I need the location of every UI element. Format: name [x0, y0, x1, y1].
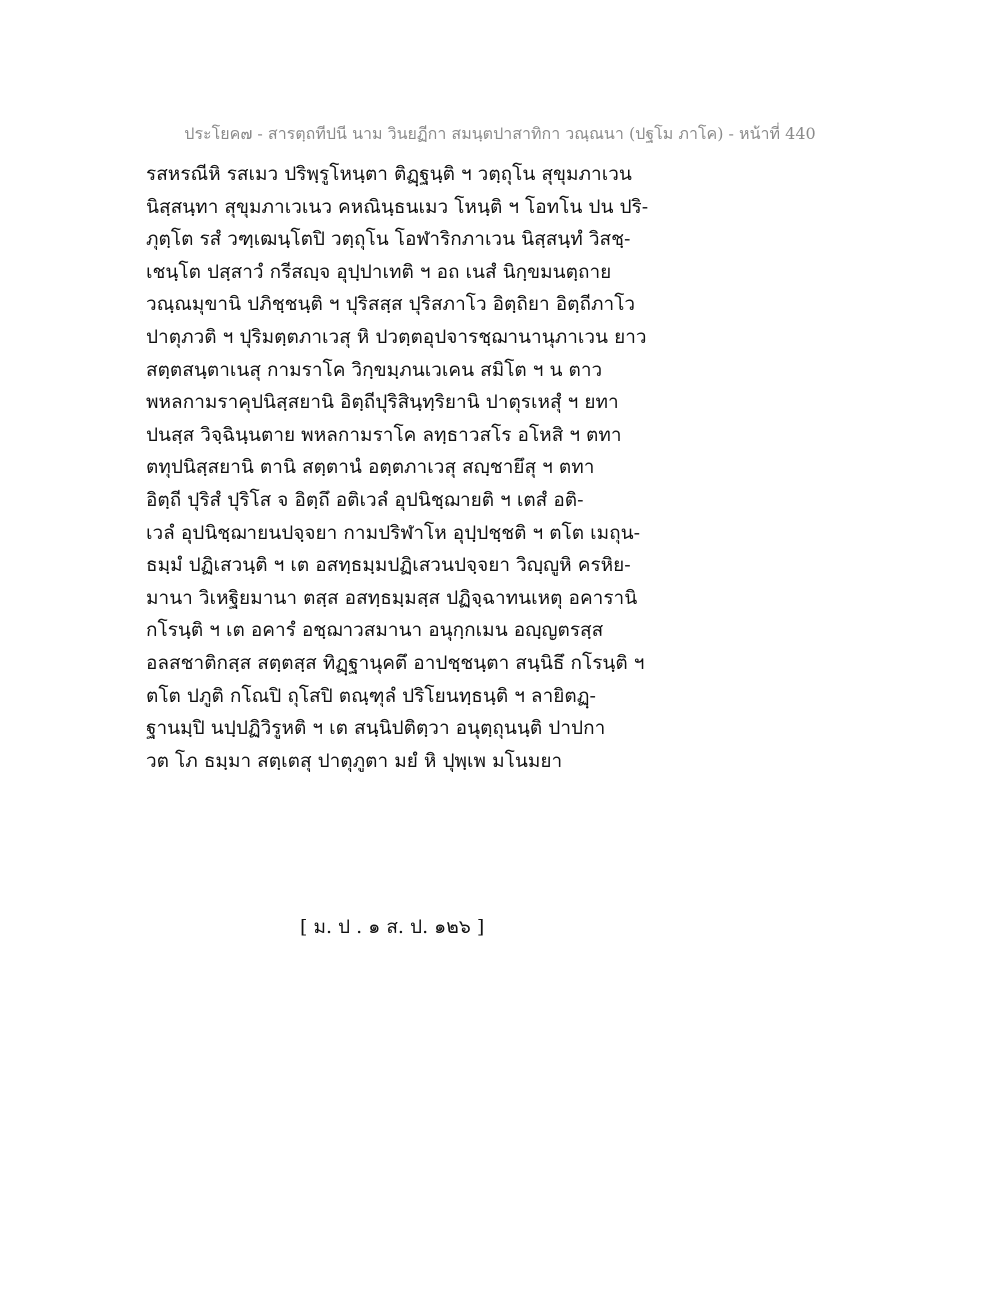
body-line: มานา วิเหฐิยมานา ตสฺส อสทฺธมฺมสฺส ปฏิจฺฉาทนเหตุ อคารานิ — [146, 586, 638, 609]
body-line: ปนสฺส วิจฺฉินฺนตาย พหลกามราโค ลทฺธาวสโร อโหสิ ฯ ตทา — [146, 423, 622, 446]
body-line: รสหรณีหิ รสเมว ปริพฺรูโหนฺตา ติฏฺฐนฺติ ฯ วตฺถุโน สุขุมภาเวน — [146, 163, 632, 185]
body-line: นิสฺสนฺทา สุขุมภาเวเนว คหณินฺธนเมว โหนฺติ ฯ โอทโน ปน ปริ- — [146, 195, 649, 218]
body-line: เชนฺโต ปสฺสาวํ กรีสญฺจ อุปฺปาเทติ ฯ อถ เนสํ นิกฺขมนตฺถาย — [146, 260, 612, 283]
body-line: อลสชาติกสฺส สตฺตสฺส ทิฏฺฐานุคตึ อาปชฺชนฺตา สนฺนิธึ กโรนฺติ ฯ — [146, 651, 645, 674]
body-line: กโรนฺติ ฯ เต อคารํ อชฺฌาวสมานา อนุกฺกเมน อญฺญตรสฺส — [146, 619, 604, 642]
body-line: ภุตฺโต รสํ วฑฺเฒนฺโตปิ วตฺถุโน โอฬาริกภาเวน นิสฺสนฺทํ วิสชฺ- — [146, 228, 631, 251]
body-line: ฐานมฺปิ นปฺปฏิวิรูหติ ฯ เต สนฺนิปติตฺวา อนุตฺถุนนฺติ ปาปกา — [146, 717, 606, 740]
body-line: สตฺตสนฺตาเนสุ กามราโค วิกฺขมฺภนเวเคน สมิโต ฯ น ตาว — [146, 358, 603, 381]
body-line: พหลกามราคุปนิสฺสยานิ อิตฺถีปุริสินฺทฺริยานิ ปาตุรเหสุํ ฯ ยทา — [146, 391, 619, 414]
body-line: ตทุปนิสฺสยานิ ตานิ สตฺตานํ อตฺตภาเวสุ สญฺชายึสุ ฯ ตทา — [146, 456, 595, 479]
body-line: ปาตุภวติ ฯ ปุริมตฺตภาเวสุ หิ ปวตฺตอุปจารชฺฌานานุภาเวน ยาว — [146, 325, 647, 348]
body-line: วต โภ ธมฺมา สตฺเตสุ ปาตุภูตา มยํ หิ ปุพฺเพ มโนมยา — [146, 749, 563, 772]
citation-reference: [ ม. ป . ๑ ส. ป. ๑๒๖ ] — [300, 916, 485, 938]
body-line: วณฺณมุขานิ ปภิชฺชนฺติ ฯ ปุริสสฺส ปุริสภาโว อิตฺถิยา อิตฺถีภาโว — [146, 293, 636, 316]
running-header: ประโยค๗ - สารตฺถทีปนี นาม วินยฏีกา สมนฺตปาสาทิกา วณฺณนา (ปฐโม ภาโค) - หน้าที่ 440 — [184, 124, 816, 143]
body-line: ธมฺมํ ปฏิเสวนฺติ ฯ เต อสทฺธมฺมปฏิเสวนปจฺจยา วิญฺญูหิ ครหิย- — [146, 554, 631, 577]
body-line: ตโต ปภูติ กโณปิ ถุโสปิ ตณฺฑุลํ ปริโยนทฺธนฺติ ฯ ลายิตฏฺ- — [146, 684, 596, 707]
body-text — [146, 158, 706, 777]
body-line: อิตฺถี ปุริสํ ปุริโส จ อิตฺถึ อติเวลํ อุปนิชฺฌายติ ฯ เตสํ อติ- — [146, 488, 584, 511]
body-line: เวลํ อุปนิชฺฌายนปจฺจยา กามปริฬาโห อุปฺปชฺชติ ฯ ตโต เมถุน- — [146, 521, 641, 544]
